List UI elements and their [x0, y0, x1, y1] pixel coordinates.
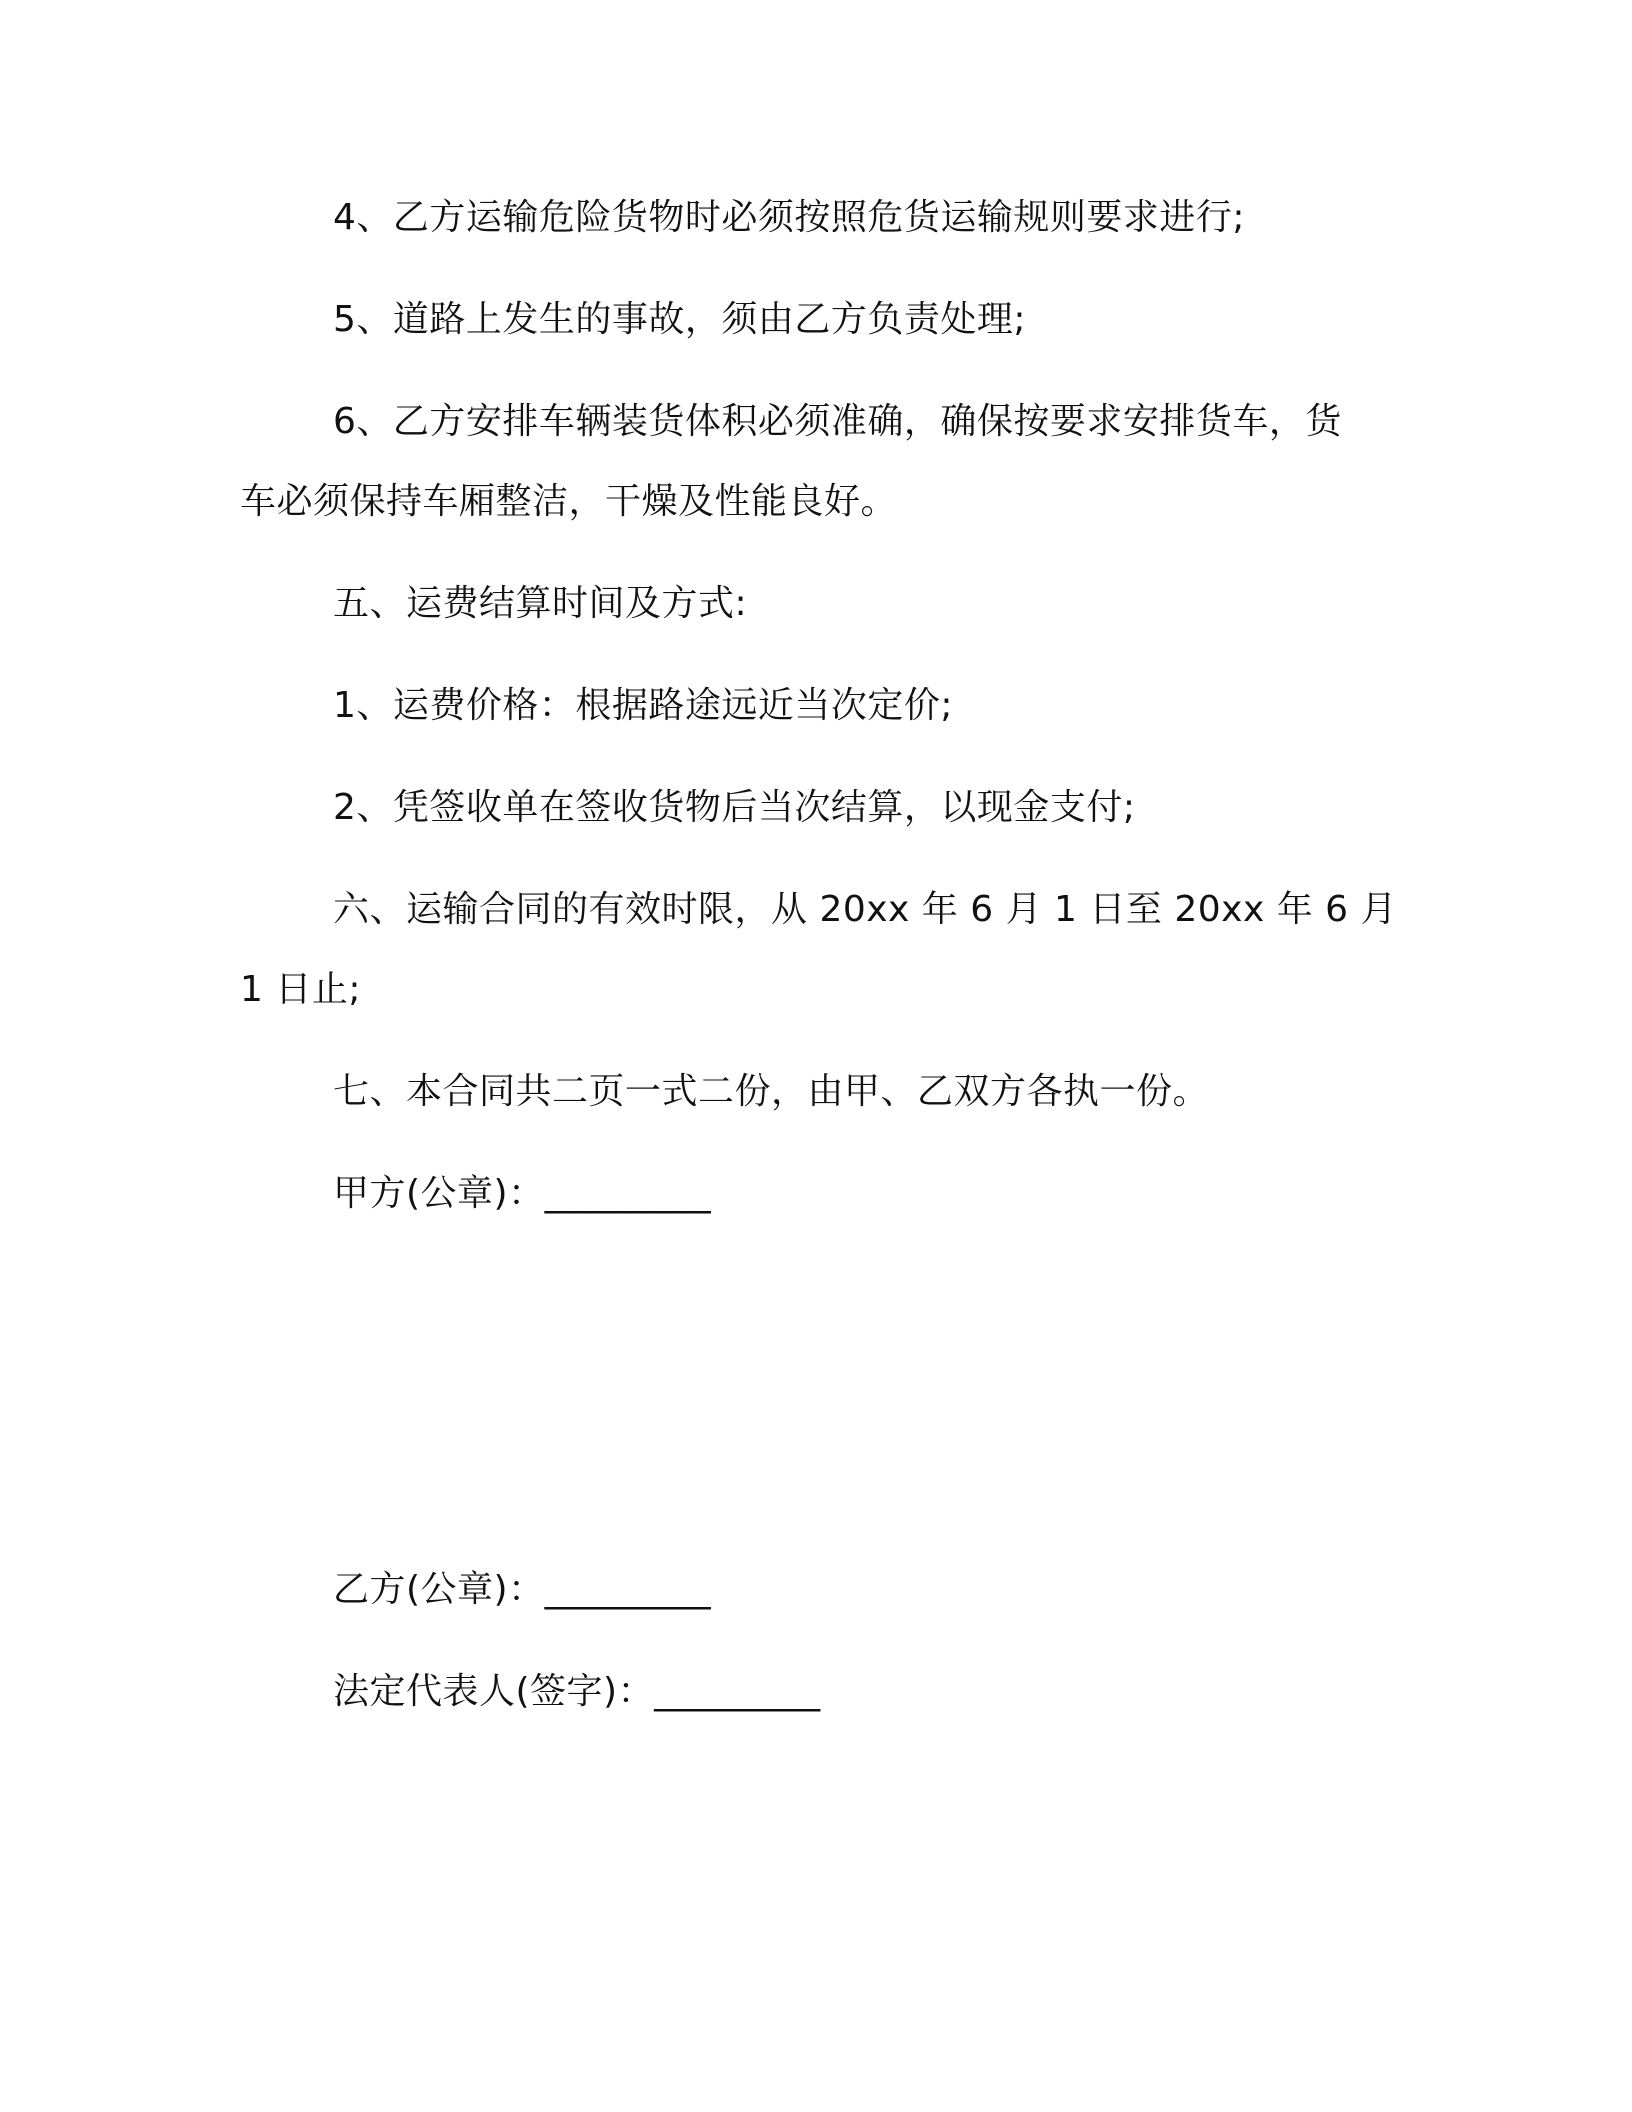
- section-6-line-1: 六、运输合同的有效时限，从 20xx 年 6 月 1 日至 20xx 年 6 月: [333, 889, 1397, 930]
- clause-6-line-2: 车必须保持车厢整洁，干燥及性能良好。: [240, 481, 898, 522]
- clause-4: 4、乙方运输危险货物时必须按照危货运输规则要求进行;: [333, 197, 1246, 238]
- clause-5: 5、道路上发生的事故，须由乙方负责处理;: [333, 299, 1027, 340]
- payment-clause-2: 2、凭签收单在签收货物后当次结算，以现金支付;: [333, 787, 1136, 828]
- section-5-heading: 五、运费结算时间及方式:: [333, 583, 748, 624]
- party-b-seal: 乙方(公章)：_________: [333, 1569, 712, 1610]
- payment-clause-1: 1、运费价格：根据路途远近当次定价;: [333, 685, 954, 726]
- legal-representative-signature: 法定代表人(签字)：_________: [333, 1671, 821, 1712]
- section-7: 七、本合同共二页一式二份，由甲、乙双方各执一份。: [333, 1071, 1210, 1112]
- section-6-line-2: 1 日止;: [240, 969, 361, 1010]
- clause-6-line-1: 6、乙方安排车辆装货体积必须准确，确保按要求安排货车，货: [333, 401, 1342, 442]
- party-a-seal: 甲方(公章)：_________: [333, 1173, 712, 1214]
